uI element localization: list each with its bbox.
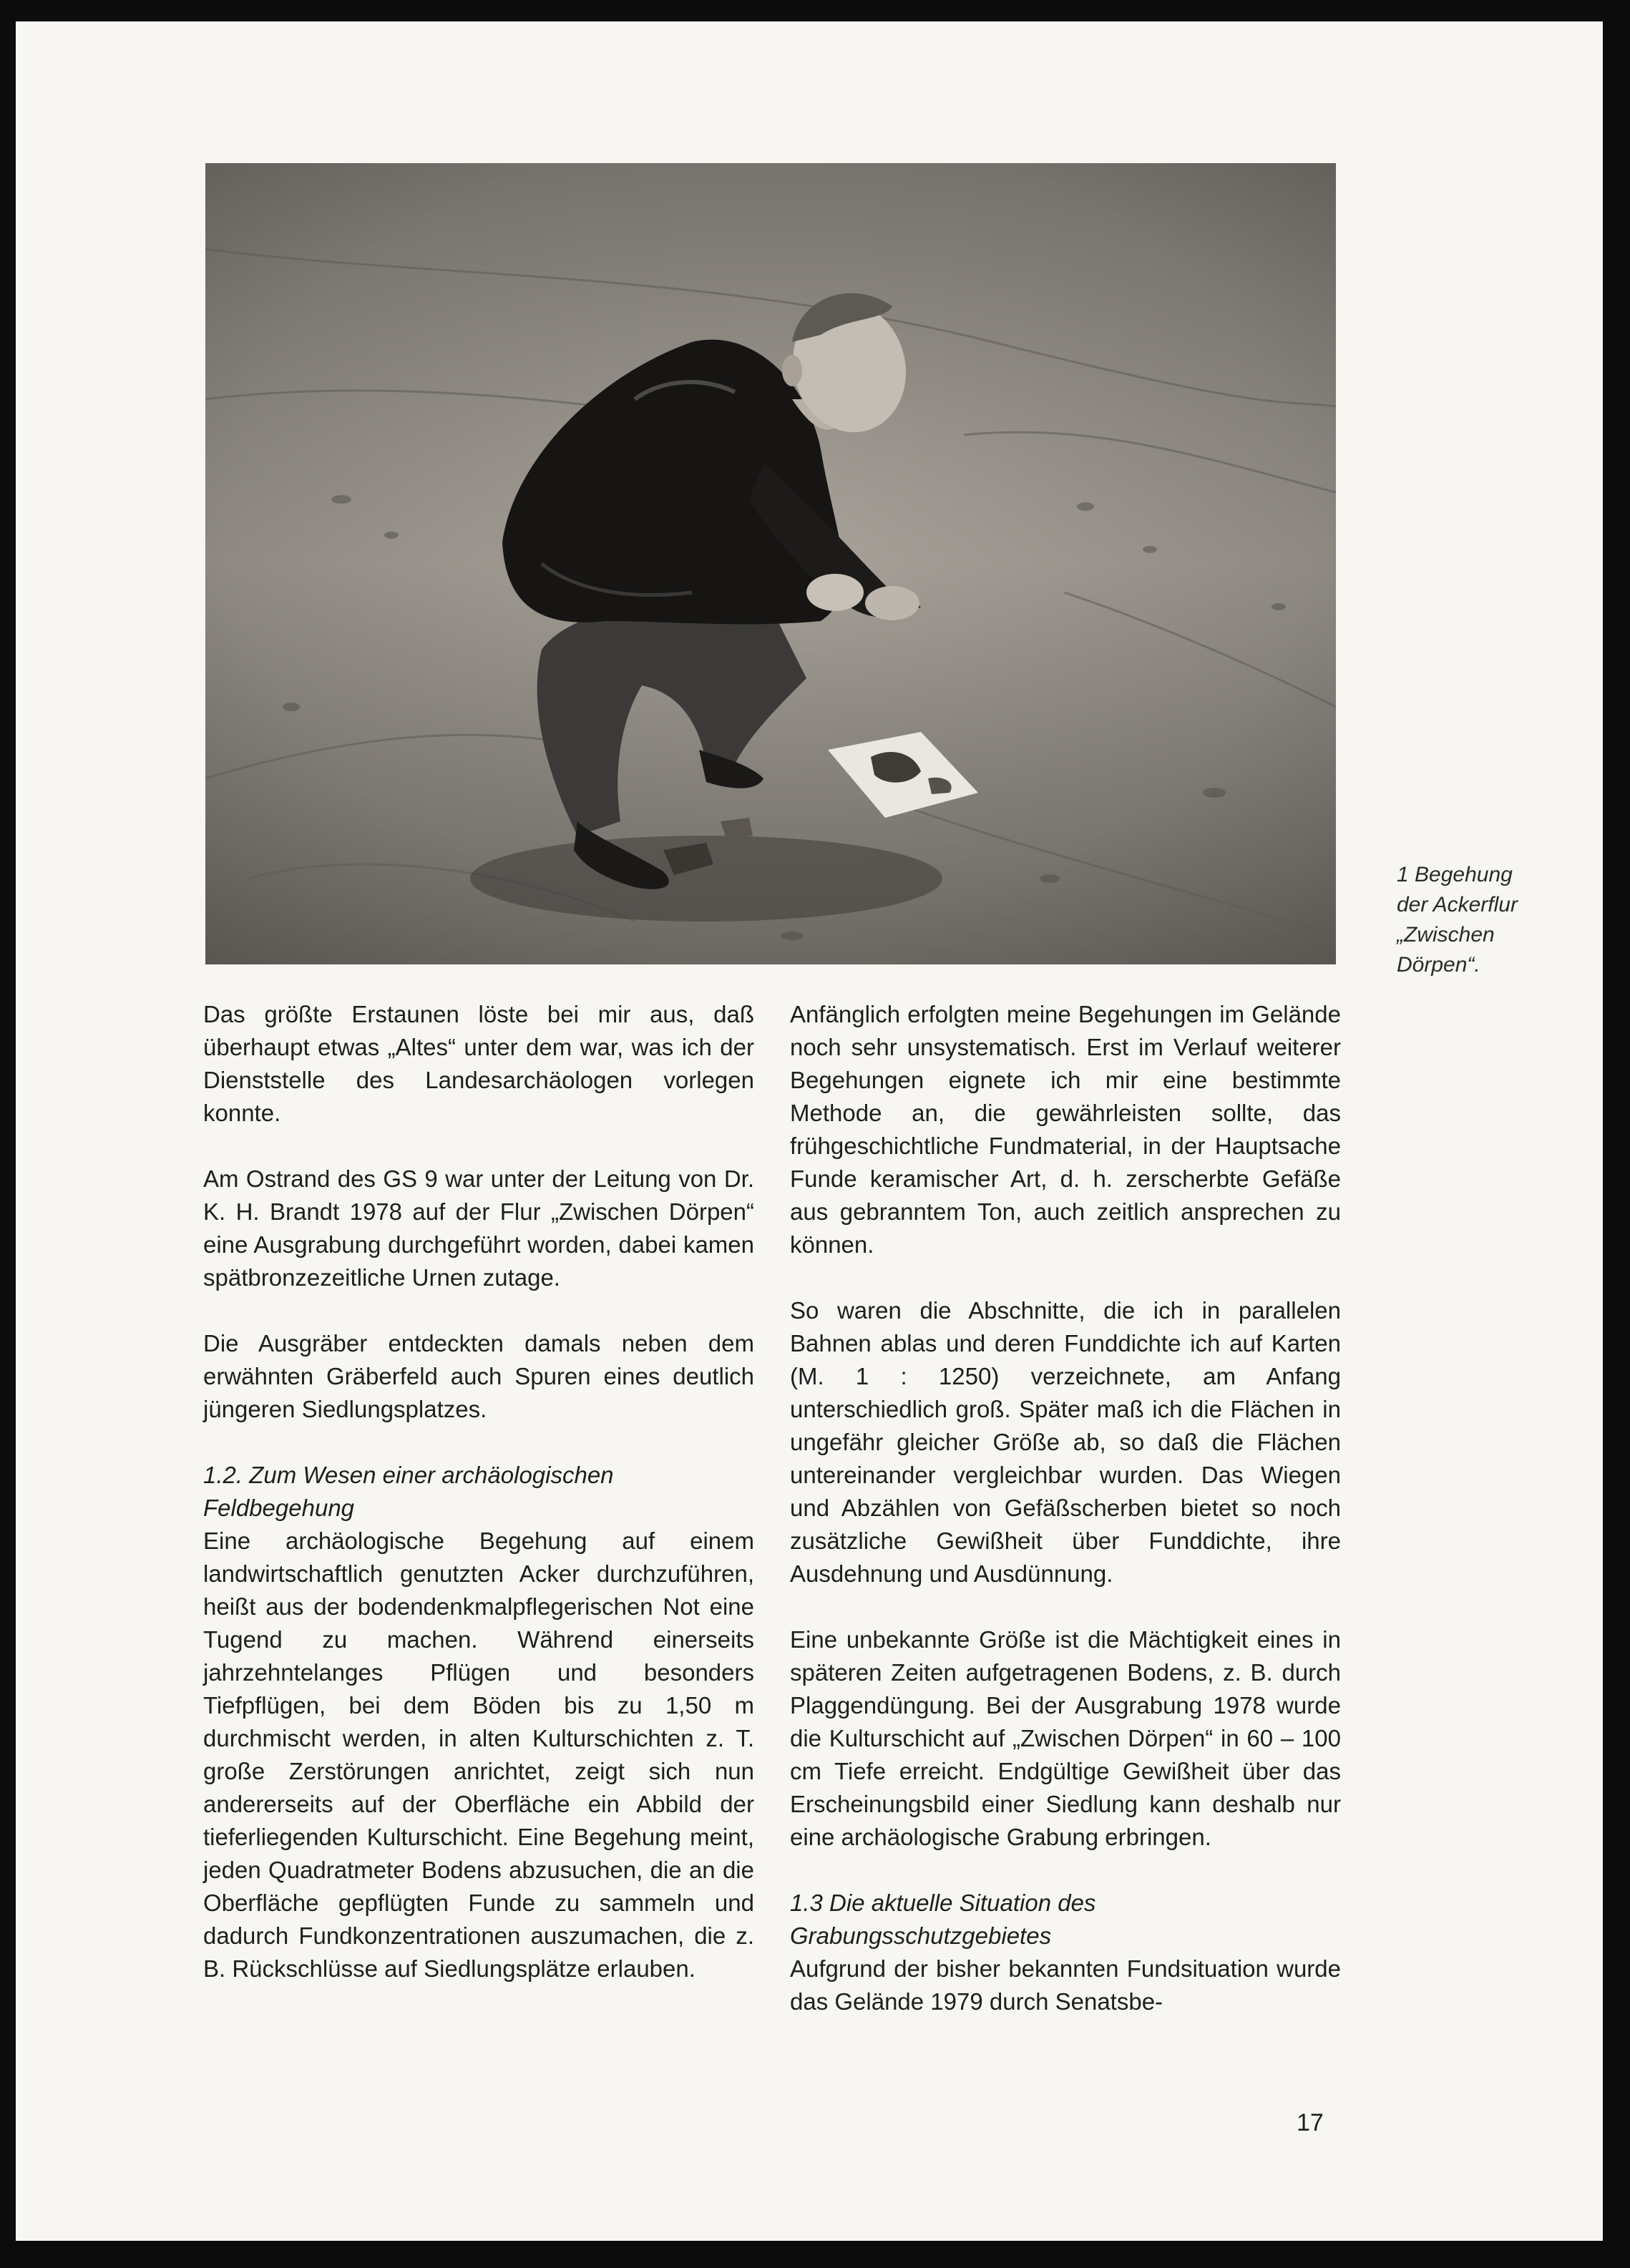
right-column (790, 998, 1341, 2018)
paragraph: Das größte Erstaunen löste bei mir aus, daß überhaupt etwas „Altes“ unter dem war, was ich der Dienststelle des Landesarchäologen vorlegen konnte. (203, 1001, 754, 1126)
paragraph: Eine archäologische Begehung auf einem landwirtschaftlich genutzten Acker durchzuführen, heißt aus der bodendenkmalpflegerischen Not eine Tugend zu machen. Während einerseits jahrzehntelanges Pflügen und besonders Tiefpflügen, bei dem Böden bis zu 1,50 m durchmischt werden, in alten Kulturschichten z. T. große Zerstörungen anrichtet, zeigt sich nun andererseits auf der Oberfläche ein Abbild der tieferliegenden Kulturschicht. Eine Begehung meint, jeden Quadratmeter Bodens abzusuchen, die an die Oberfläche gepflügten Funde zu sammeln und dadurch Fundkonzentrationen auszumachen, die z. B. Rückschlüsse auf Siedlungsplätze erlauben. (203, 1528, 754, 1982)
caption-line: Dörpen“. (1397, 953, 1480, 977)
section-heading: 1.2. Zum Wesen einer archäologischen Feldbegehung (203, 1462, 614, 1521)
document-page (16, 21, 1603, 2241)
field-walk-photo (205, 163, 1336, 964)
paragraph: Anfänglich erfolgten meine Begehungen im Gelände noch sehr unsystematisch. Erst im Verlauf weiterer Begehungen eignete ich mir eine bestimmte Methode an, die gewährleisten sollte, das frühgeschichtliche Fundmaterial, in der Hauptsache Funde keramischer Art, d. h. zerscherbte Gefäße aus gebranntem Ton, auch zeitlich ansprechen zu können. (790, 1001, 1341, 1258)
paragraph: Am Ostrand des GS 9 war unter der Leitung von Dr. K. H. Brandt 1978 auf der Flur „Zwischen Dörpen“ eine Ausgrabung durchgeführt worden, dabei kamen spätbronzezeitliche Urnen zutage. (203, 1165, 754, 1291)
figure-caption (1397, 860, 1576, 980)
caption-line: 1 Begehung (1397, 863, 1513, 886)
caption-line: der Ackerflur (1397, 893, 1518, 917)
section-heading: 1.3 Die aktuelle Situation des Grabungsschutzgebietes (790, 1890, 1096, 1949)
paragraph: So waren die Abschnitte, die ich in parallelen Bahnen ablas und deren Funddichte ich auf Karten (M. 1 : 1250) verzeichnete, am Anfang unterschiedlich groß. Später maß ich die Flächen in ungefähr gleicher Größe ab, so daß die Flächen untereinander vergleichbar wurden. Das Wiegen und Abzählen von Gefäßscherben bietet so noch zusätzliche Gewißheit über Funddichte, ihre Ausdehnung und Ausdünnung. (790, 1297, 1341, 1587)
paragraph: Aufgrund der bisher bekannten Fundsituation wurde das Gelände 1979 durch Senatsbe- (790, 1955, 1341, 2015)
paragraph: Eine unbekannte Größe ist die Mächtigkeit eines in späteren Zeiten aufgetragenen Bodens, z. B. durch Plaggendüngung. Bei der Ausgrabung 1978 wurde die Kulturschicht auf „Zwischen Dörpen“ in 60 – 100 cm Tiefe erreicht. Endgültige Gewißheit über das Erscheinungsbild einer Siedlung kann deshalb nur eine archäologische Grabung erbringen. (790, 1626, 1341, 1850)
caption-line: „Zwischen (1397, 923, 1495, 947)
page-number: 17 (1297, 2109, 1324, 2136)
left-column (203, 998, 754, 1985)
paragraph: Die Ausgräber entdeckten damals neben dem erwähnten Gräberfeld auch Spuren eines deutlich jüngeren Siedlungsplatzes. (203, 1330, 754, 1422)
